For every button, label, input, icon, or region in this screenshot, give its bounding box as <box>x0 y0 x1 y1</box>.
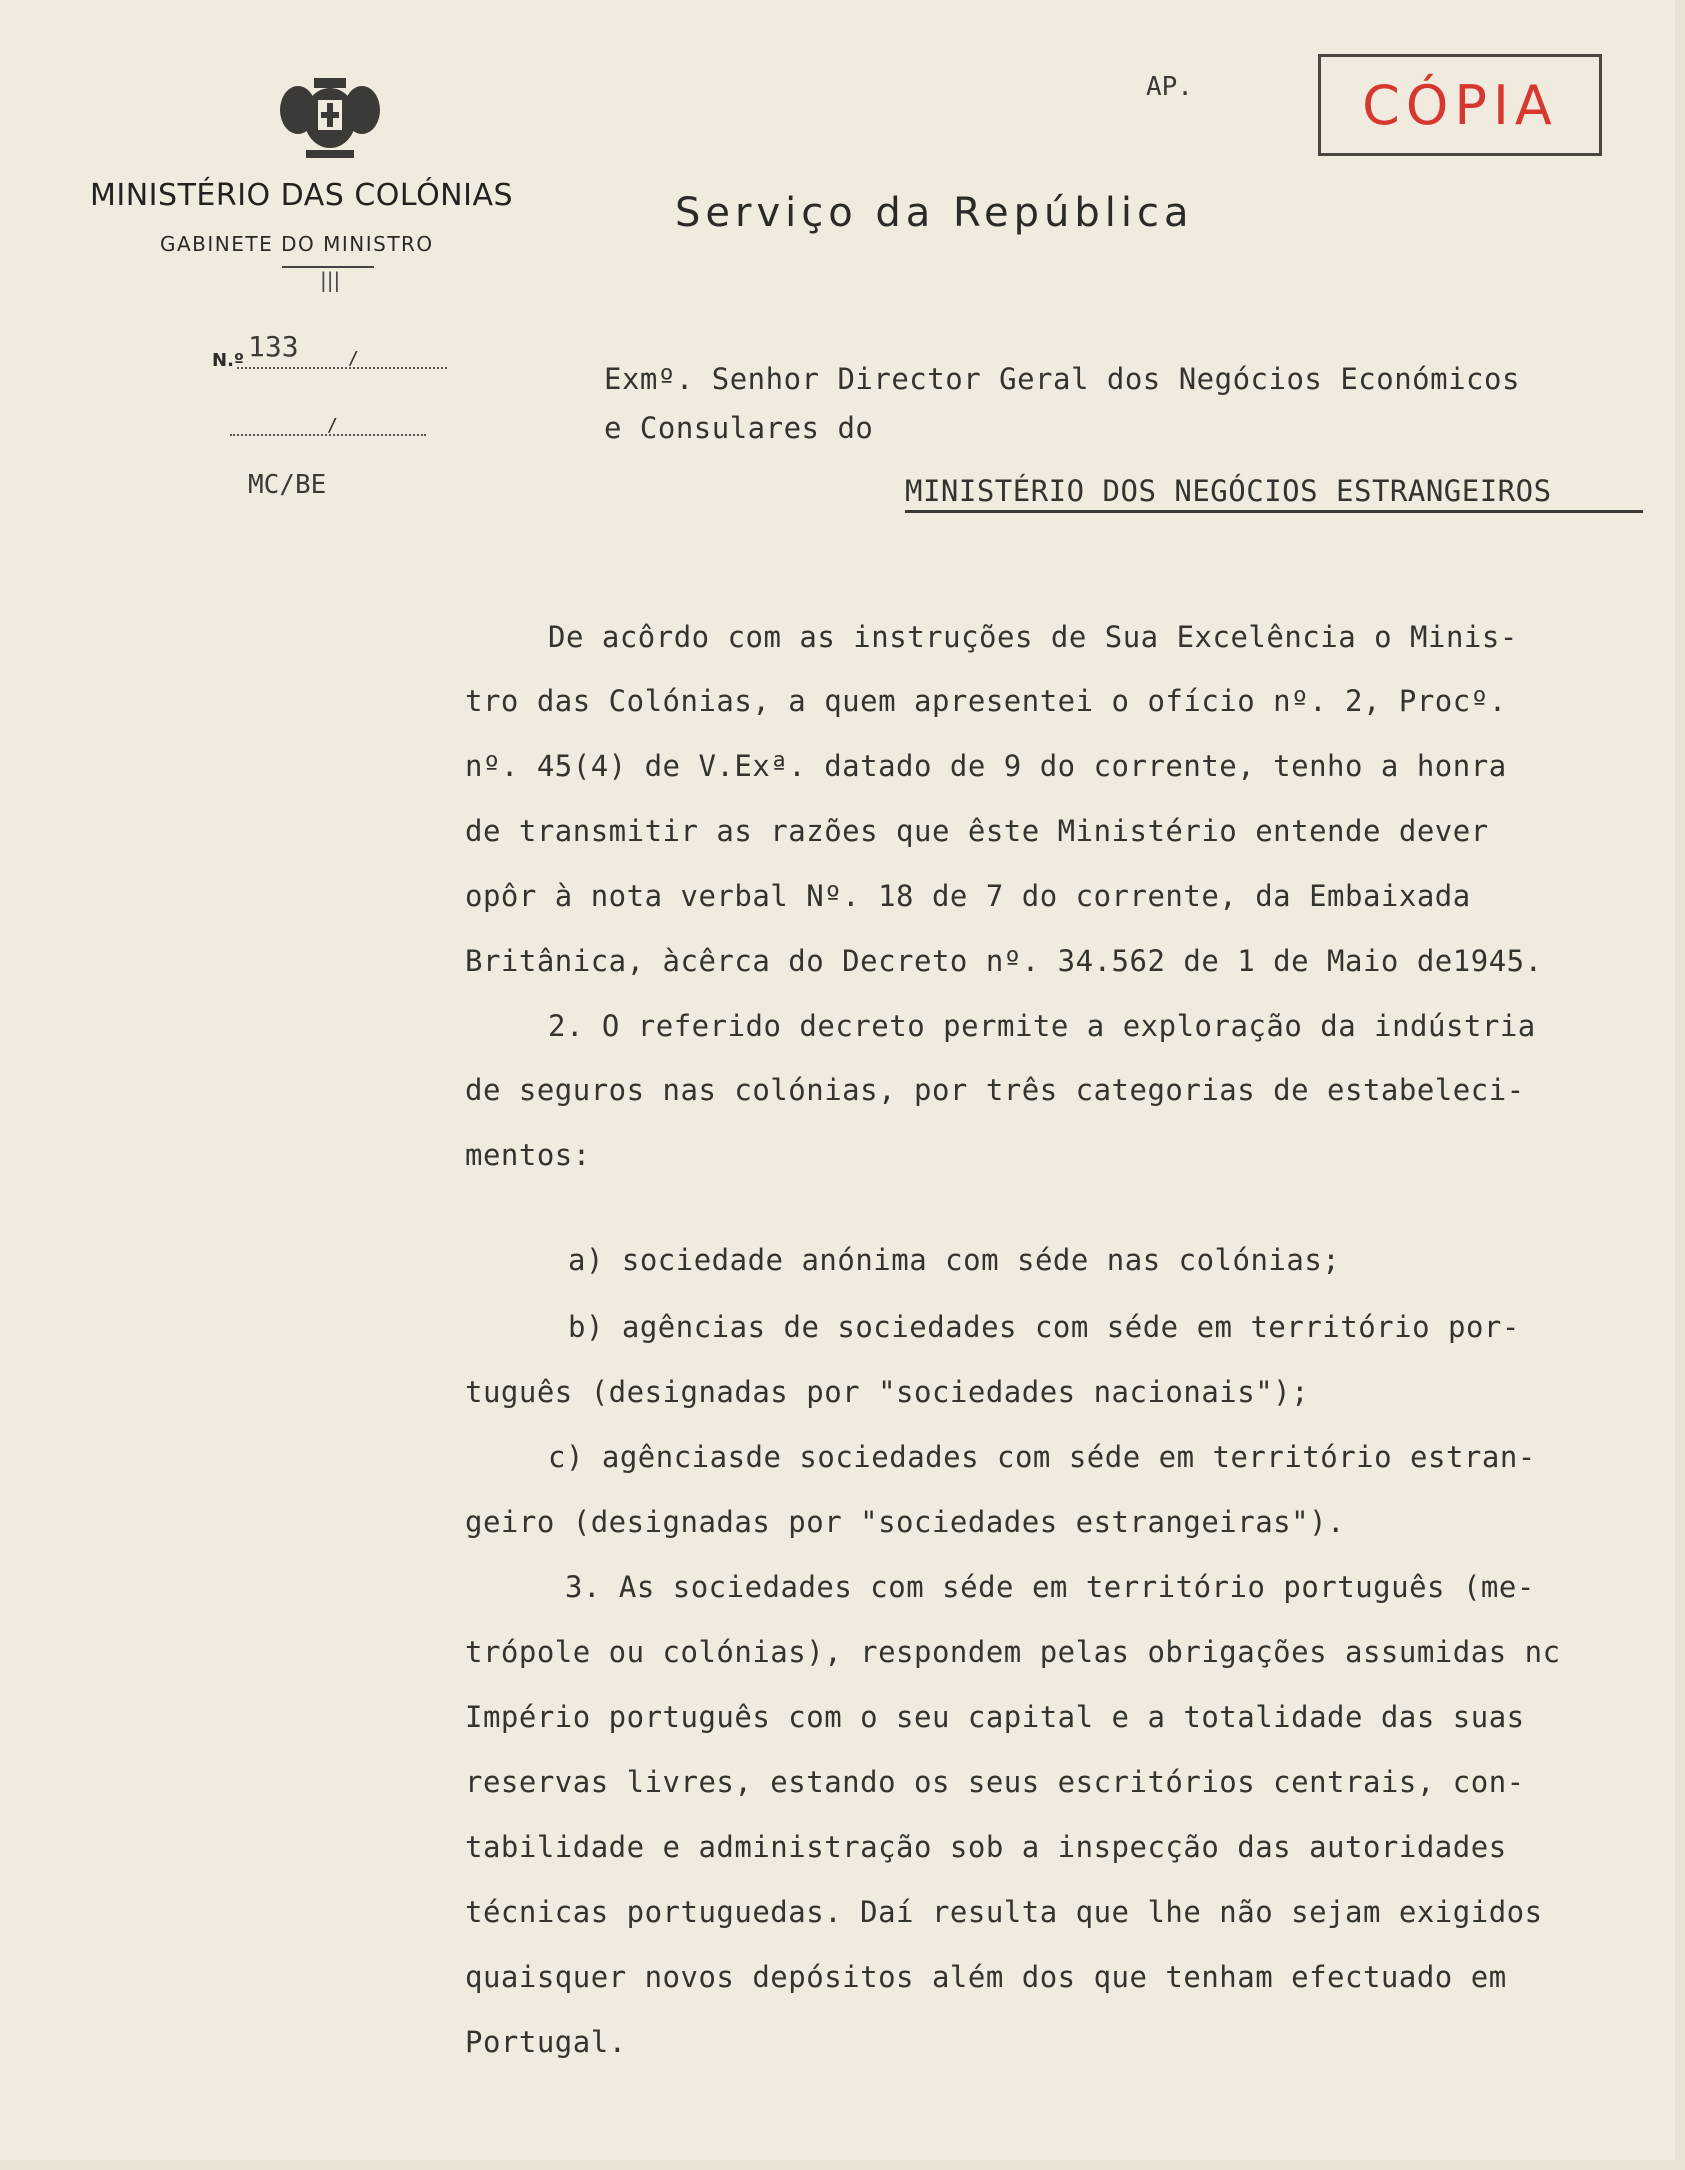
copy-stamp: CÓPIA <box>1362 73 1558 137</box>
body-line: técnicas portuguedas. Daí resulta que lhe não sejam exigidos <box>465 1895 1543 1929</box>
reference-code: MC/BE <box>248 470 327 500</box>
number-label: N.º <box>212 350 245 371</box>
addressee-line-1: Exmº. Senhor Director Geral dos Negócios Económicos <box>604 362 1520 396</box>
body-line: de seguros nas colónias, por três categorias de estabeleci- <box>465 1073 1525 1107</box>
addressee-line-2: e Consulares do <box>604 411 874 445</box>
body-line: opôr à nota verbal Nº. 18 de 7 do corrente, da Embaixada <box>465 879 1471 913</box>
body-line: 3. As sociedades com séde em território português (me- <box>565 1570 1535 1604</box>
body-line: Britânica, àcêrca do Decreto nº. 34.562 de 1 de Maio de1945. <box>465 944 1543 978</box>
body-line: 2. O referido decreto permite a exploração da indústria <box>548 1009 1536 1043</box>
body-line: tro das Colónias, a quem apresentei o ofício nº. 2, Procº. <box>465 684 1507 718</box>
addressee-underline <box>905 510 1643 513</box>
body-line: mentos: <box>465 1138 591 1172</box>
body-line: reservas livres, estando os seus escritórios centrais, con- <box>465 1765 1525 1799</box>
number-field-line <box>237 351 447 369</box>
coat-of-arms-icon <box>270 70 390 165</box>
ministry-name: MINISTÉRIO DAS COLÓNIAS <box>90 178 514 213</box>
body-line: de transmitir as razões que êste Ministério entende dever <box>465 814 1489 848</box>
list-item: tuguês (designadas por "sociedades nacionais"); <box>465 1375 1310 1409</box>
number-field-slash: / <box>348 348 359 369</box>
list-item: c) agênciasde sociedades com séde em território estran- <box>548 1440 1536 1474</box>
body-line: Império português com o seu capital e a totalidade das suas <box>465 1700 1525 1734</box>
divider-mark: ||| <box>320 268 341 292</box>
ap-mark: AP. <box>1146 72 1193 102</box>
body-line: Portugal. <box>465 2025 627 2059</box>
list-item: b) agências de sociedades com séde em território por- <box>568 1310 1520 1344</box>
cabinet-name: GABINETE DO MINISTRO <box>160 232 434 256</box>
list-item: a) sociedade anónima com séde nas colónias; <box>568 1243 1341 1277</box>
body-line: quaisquer novos depósitos além dos que tenham efectuado em <box>465 1960 1507 1994</box>
service-heading: Serviço da República <box>675 190 1194 236</box>
list-item: geiro (designadas por "sociedades estrangeiras"). <box>465 1505 1346 1539</box>
addressee-ministry: MINISTÉRIO DOS NEGÓCIOS ESTRANGEIROS <box>905 474 1552 508</box>
body-line: tabilidade e administração sob a inspecção das autoridades <box>465 1830 1507 1864</box>
body-line: trópole ou colónias), respondem pelas obrigações assumidas nc <box>465 1635 1561 1669</box>
body-line: nº. 45(4) de V.Exª. datado de 9 do corrente, tenho a honra <box>465 749 1507 783</box>
number-value: 133 <box>248 330 299 363</box>
body-line: De acôrdo com as instruções de Sua Excelência o Minis- <box>548 620 1518 654</box>
date-field-slash: / <box>327 415 338 436</box>
